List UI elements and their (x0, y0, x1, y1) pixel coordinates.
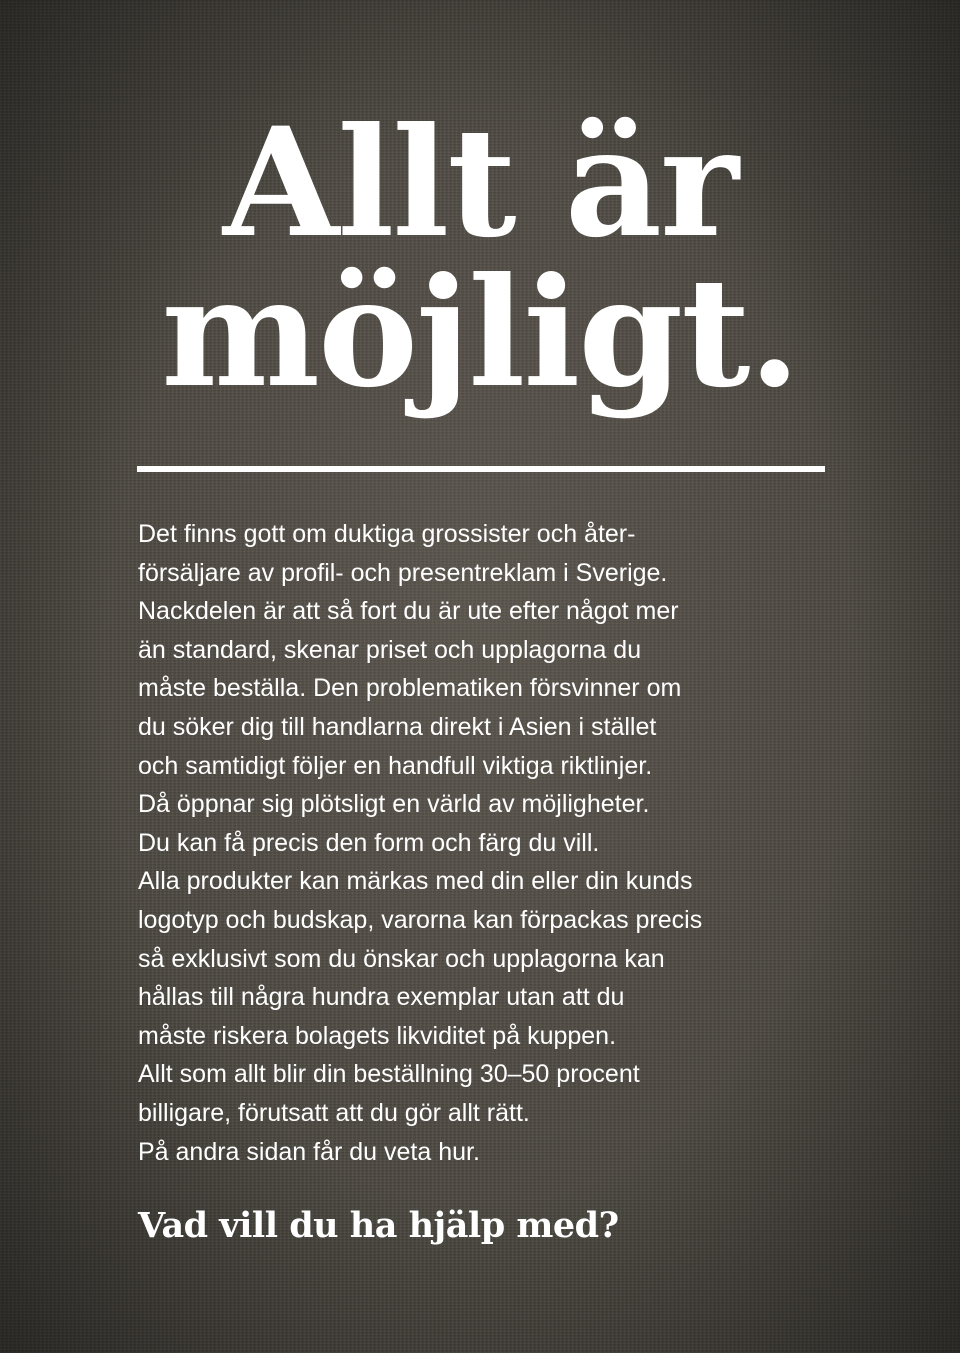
body-line: billigare, förutsatt att du gör allt rätt. (138, 1098, 530, 1127)
body-line: så exklusivt som du önskar och upplagorna kan (138, 944, 665, 973)
body-text (138, 515, 838, 1171)
body-line: måste riskera bolagets likviditet på kuppen. (138, 1021, 617, 1050)
body-line: Då öppnar sig plötsligt en värld av möjligheter. (138, 790, 650, 819)
body-line: Det finns gott om duktiga grossister och åter- (138, 520, 636, 548)
body-line: logotyp och budskap, varorna kan förpackas precis (138, 905, 703, 934)
body-line: måste beställa. Den problematiken försvinner om (138, 674, 682, 703)
body-line: Allt som allt blir din beställning 30–50 procent (138, 1060, 640, 1089)
headline-line-1: Allt är (222, 95, 738, 271)
body-line: Alla produkter kan märkas med din eller din kunds (138, 867, 693, 896)
headline (0, 95, 960, 421)
divider-rule (137, 466, 825, 472)
closing-question: Vad vill du ha hjälp med? (138, 1205, 619, 1246)
body-line: du söker dig till handlarna direkt i Asien i stället (138, 712, 657, 741)
body-line: hållas till några hundra exemplar utan att du (138, 983, 625, 1012)
body-line: försäljare av profil- och presentreklam i Sverige. (138, 558, 668, 587)
body-line: På andra sidan får du veta hur. (138, 1137, 480, 1166)
body-line: och samtidigt följer en handfull viktiga riktlinjer. (138, 751, 653, 780)
body-line: än standard, skenar priset och upplagorna du (138, 635, 642, 664)
body-line: Du kan få precis den form och färg du vill. (138, 828, 600, 857)
headline-line-2: möjligt. (161, 245, 799, 421)
body-line: Nackdelen är att så fort du är ute efter något mer (138, 597, 679, 626)
